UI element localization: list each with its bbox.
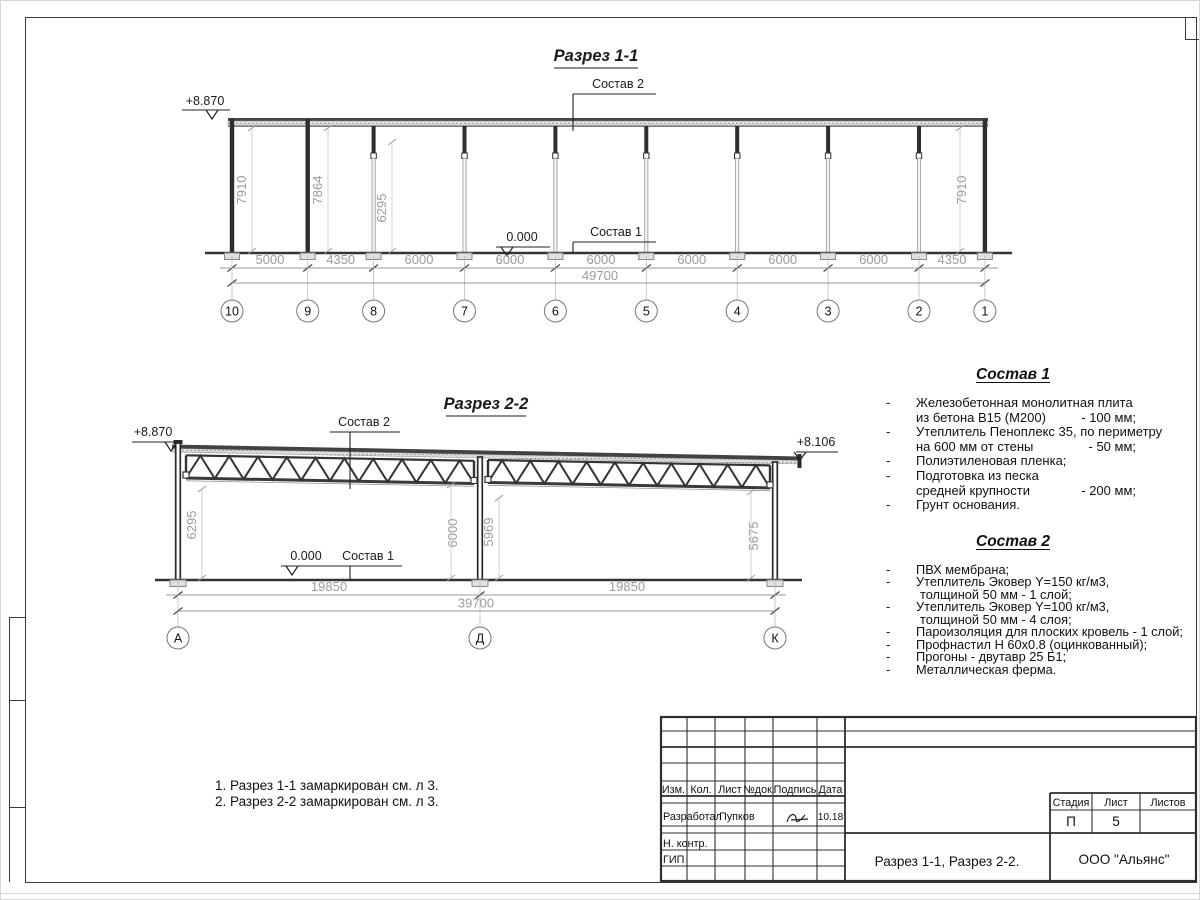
section1-dim-values	[256, 252, 967, 283]
svg-text:Стадия: Стадия	[1052, 797, 1090, 809]
svg-text:7: 7	[461, 304, 468, 319]
section2-truss-span1	[183, 455, 477, 486]
svg-text:Д: Д	[475, 631, 485, 646]
date-razrabotal: 10.18	[817, 812, 844, 823]
svg-text:6000: 6000	[768, 252, 798, 267]
role-gip: ГИП	[663, 854, 685, 866]
doc-title: Разрез 1-1, Разрез 2-2.	[874, 854, 1020, 869]
svg-text:4350: 4350	[326, 252, 356, 267]
notes-block	[215, 778, 439, 809]
list-item: толщиной 50 мм - 1 слой;	[920, 586, 1072, 602]
title-block-stage	[1053, 797, 1186, 829]
sheet-value: 5	[1112, 814, 1120, 829]
list-item: - Грунт основания.	[886, 497, 1020, 513]
svg-text:Состав 1: Состав 1	[342, 549, 394, 563]
svg-text:Дата: Дата	[818, 784, 843, 796]
list-item: - ПВХ мембрана;	[886, 562, 1010, 577]
dim-6000-s2: 6000	[445, 518, 460, 548]
svg-text:1: 1	[981, 304, 989, 319]
svg-text:6000: 6000	[404, 252, 434, 267]
dim-5969-s2: 5969	[481, 517, 496, 547]
section2-roof	[172, 445, 800, 465]
section1-sostav1-label	[573, 225, 656, 252]
stage-value: П	[1066, 814, 1076, 829]
svg-text:4: 4	[733, 304, 741, 319]
svg-text:К: К	[771, 631, 779, 646]
svg-text:6000: 6000	[495, 252, 525, 267]
svg-text:4350: 4350	[937, 252, 967, 267]
dim-7864: 7864	[310, 175, 325, 205]
section2-grid-bubbles	[167, 627, 786, 649]
list-item: - Профнастил Н 60х0.8 (оцинкованный);	[886, 636, 1148, 652]
company-name: ООО "Альянс"	[1078, 852, 1170, 867]
section2-truss-span2	[485, 460, 773, 491]
strip-divider	[9, 700, 25, 701]
svg-text:3: 3	[824, 304, 832, 319]
svg-text:А: А	[173, 631, 183, 646]
svg-text:19850: 19850	[608, 579, 646, 594]
section2-zero-mark	[281, 549, 334, 575]
section1-elevation-top	[182, 94, 230, 119]
sostav2-block	[878, 533, 1183, 677]
title-block	[660, 716, 1197, 882]
list-item: - Прогоны - двутавр 25 Б1;	[886, 649, 1067, 665]
dim-7910-left: 7910	[234, 175, 249, 205]
sostav1-block	[878, 366, 1163, 513]
svg-text:+8.106: +8.106	[796, 435, 836, 449]
svg-text:2: 2	[915, 304, 923, 319]
dim-6295-s2: 6295	[184, 510, 199, 540]
list-item: - Металлическая ферма.	[886, 661, 1057, 677]
svg-text:9: 9	[304, 304, 312, 319]
sostav2-heading: Состав 2	[976, 533, 1050, 550]
frame-left-strip	[9, 617, 10, 882]
section2-total-value: 39700	[457, 595, 495, 611]
signature	[787, 814, 808, 822]
svg-text:19850: 19850	[310, 579, 348, 594]
list-item: - Полиэтиленовая пленка;	[886, 453, 1067, 469]
section2-elevation-left	[132, 425, 177, 451]
role-nkontr: Н. контр.	[663, 838, 708, 850]
list-item: из бетона В15 (М200) - 100 мм;	[916, 409, 1136, 425]
list-item: - Подготовка из песка	[886, 467, 1039, 483]
svg-text:Изм.: Изм.	[661, 784, 686, 796]
svg-text:10: 10	[225, 304, 239, 319]
section1-title: Разрез 1-1	[553, 47, 639, 65]
svg-text:5: 5	[642, 304, 650, 319]
section1-roof	[228, 118, 988, 126]
svg-text:0.000: 0.000	[506, 230, 538, 244]
svg-text:6: 6	[551, 304, 559, 319]
list-item: - Утеплитель Пеноплекс 35, по периметру	[886, 424, 1163, 440]
svg-text:6000: 6000	[586, 252, 616, 267]
role-razrabotal: Разработал	[663, 811, 722, 823]
svg-text:Лист: Лист	[718, 784, 742, 796]
section2-title: Разрез 2-2	[443, 395, 529, 413]
dim-5675-s2: 5675	[746, 521, 761, 551]
svg-text:Состав 2: Состав 2	[592, 77, 644, 91]
frame-corner-box	[1185, 18, 1199, 40]
svg-text:№док.: №док.	[743, 784, 775, 796]
svg-text:Листов: Листов	[1150, 797, 1186, 809]
note-line: 1. Разрез 1-1 замаркирован см. л 3.	[215, 778, 439, 793]
section1-grid-bubbles	[221, 300, 996, 322]
name-razrabotal: Пупков	[719, 811, 755, 823]
strip-divider	[9, 807, 25, 808]
title-block-header-row	[662, 784, 843, 796]
svg-text:Состав 2: Состав 2	[338, 415, 390, 429]
svg-text:Состав 1: Состав 1	[590, 225, 642, 239]
dim-6295: 6295	[374, 193, 389, 223]
svg-text:Кол.: Кол.	[690, 784, 712, 796]
strip-divider	[9, 617, 25, 618]
section1-total-value: 49700	[581, 268, 619, 283]
svg-text:+8.870: +8.870	[133, 425, 173, 439]
list-item: толщиной 50 мм - 4 слоя;	[920, 611, 1072, 627]
svg-text:6000: 6000	[859, 252, 889, 267]
sostav1-heading: Состав 1	[976, 366, 1050, 383]
dim-7910-right: 7910	[954, 175, 969, 205]
svg-text:Подпись: Подпись	[773, 784, 817, 796]
list-item: - Утеплитель Эковер Y=150 кг/м3,	[886, 574, 1110, 590]
section1-mid-columns	[371, 126, 922, 253]
svg-text:6000: 6000	[677, 252, 707, 267]
section-2-2-drawing	[110, 385, 850, 655]
list-item: - Железобетонная монолитная плита	[886, 395, 1133, 410]
list-item: - Пароизоляция для плоских кровель - 1 слой;	[886, 624, 1183, 640]
svg-text:Лист: Лист	[1104, 797, 1128, 809]
list-item: - Утеплитель Эковер Y=100 кг/м3,	[886, 599, 1110, 615]
list-item: на 600 мм от стены - 50 мм;	[916, 438, 1136, 454]
svg-text:5000: 5000	[255, 252, 285, 267]
svg-text:8: 8	[370, 304, 378, 319]
list-item: средней крупности - 200 мм;	[916, 482, 1136, 498]
section2-sostav1-label	[334, 549, 402, 579]
svg-text:+8.870: +8.870	[185, 94, 225, 108]
scan-edge-line	[0, 893, 1200, 894]
note-line: 2. Разрез 2-2 замаркирован см. л 3.	[215, 793, 439, 809]
svg-text:0.000: 0.000	[290, 549, 322, 563]
section-1-1-drawing	[140, 30, 1020, 330]
